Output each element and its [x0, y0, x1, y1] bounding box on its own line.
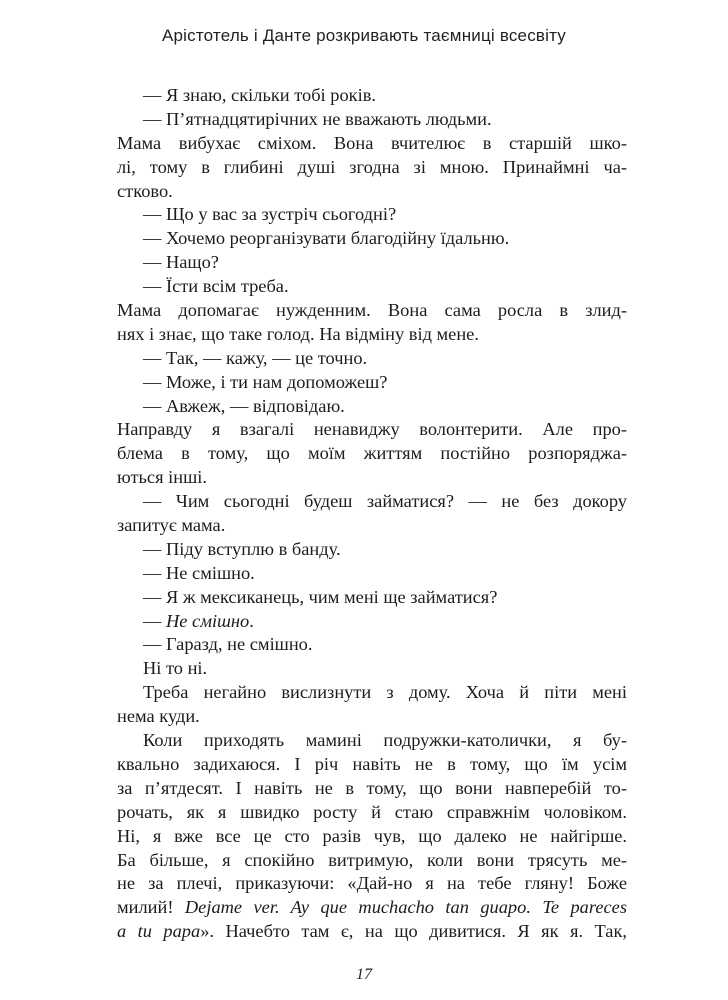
text-line [117, 395, 627, 419]
text-line [117, 849, 627, 873]
text-line [117, 753, 627, 777]
text-line [117, 610, 627, 634]
italic-text: Не смішно [166, 610, 250, 631]
text-segment: рочать, як я швидко росту й стаю справжнім чоловіком. [117, 801, 627, 822]
body-text [117, 84, 627, 944]
text-line [117, 203, 627, 227]
text-segment: Мама допомагає нужденним. Вона сама росла в злид- [117, 300, 627, 321]
text-segment: Мама вибухає сміхом. Вона вчителює в старшій шко- [117, 132, 627, 153]
text-segment: — Хочемо реорганізувати благодійну їдальню. [143, 228, 510, 249]
text-line [117, 777, 627, 801]
text-line [117, 681, 627, 705]
text-segment: — Може, і ти нам допоможеш? [143, 371, 388, 392]
text-line [117, 84, 627, 108]
text-segment: . [249, 610, 254, 631]
italic-text: Dejame ver. Ay que muchacho tan guapo. Te pareces [184, 897, 627, 918]
text-line [117, 705, 627, 729]
text-segment: Направду я взагалі ненавиджу волонтерити. Але про- [117, 419, 627, 440]
text-segment: блема в тому, що моїм життям постійно розпоряджа- [117, 443, 627, 464]
text-segment: — Гаразд, не смішно. [143, 634, 313, 655]
text-line [117, 872, 627, 896]
text-line [117, 418, 627, 442]
text-segment: милий! [117, 897, 185, 918]
text-segment: — Авжеж, — відповідаю. [143, 395, 345, 416]
text-segment: ». Начебто там є, на що дивитися. Я як я. Так, [200, 921, 627, 942]
text-line [117, 729, 627, 753]
text-segment: — Що у вас за зустріч сьогодні? [143, 204, 397, 225]
text-segment: нема куди. [117, 706, 200, 727]
text-line [117, 490, 627, 514]
text-line [117, 586, 627, 610]
text-segment: Треба негайно вислизнути з дому. Хоча й піти мені [143, 682, 627, 703]
text-segment: Ні то ні. [143, 658, 208, 679]
text-line [117, 347, 627, 371]
text-segment: ються інші. [117, 467, 207, 488]
text-segment: — Чим сьогодні будеш займатися? — не без докору [143, 491, 627, 512]
running-head: Арістотель і Данте розкривають таємниці всесвіту [161, 26, 566, 45]
text-line [117, 514, 627, 538]
text-line [117, 657, 627, 681]
page-number: 17 [356, 966, 372, 983]
text-segment: за п’ятдесят. І навіть не в тому, що вони навперебій то- [117, 777, 627, 798]
text-segment: — П’ятнадцятирічних не вважають людьми. [143, 108, 492, 129]
text-segment: — Їсти всім треба. [143, 276, 289, 297]
text-segment: — Так, — кажу, — це точно. [143, 347, 368, 368]
text-line [117, 801, 627, 825]
text-segment: — Піду вступлю в банду. [143, 538, 341, 559]
text-line [117, 108, 627, 132]
italic-text: a tu papa [117, 921, 201, 942]
text-line [117, 442, 627, 466]
text-line [117, 538, 627, 562]
text-line [117, 562, 627, 586]
text-line [117, 156, 627, 180]
text-line [117, 180, 627, 204]
text-segment: не за плечі, приказуючи: «Дай-но я на тебе гляну! Боже [117, 873, 627, 894]
text-line [117, 251, 627, 275]
text-segment: стково. [117, 180, 173, 201]
text-segment: нях і знає, що таке голод. На відміну від мене. [117, 323, 479, 344]
text-line [117, 825, 627, 849]
text-segment: Ба більше, я спокійно витримую, коли вони трясуть ме- [117, 849, 627, 870]
text-segment: квально задихаюся. І річ навіть не в тому, що їм усім [117, 753, 627, 774]
text-segment: — Я знаю, скільки тобі років. [143, 85, 376, 105]
text-segment: — Нащо? [143, 252, 219, 273]
text-line [117, 896, 627, 920]
text-segment: лі, тому в глибині душі згодна зі мною. Принаймні ча- [117, 156, 627, 177]
text-segment: Коли приходять мамині подружки-католички, я бу- [143, 730, 627, 751]
text-segment: — [143, 610, 166, 631]
text-line [117, 633, 627, 657]
text-line [117, 920, 627, 944]
text-segment: — Я ж мексиканець, чим мені ще займатися? [143, 586, 498, 607]
text-line [117, 371, 627, 395]
text-line [117, 275, 627, 299]
text-line [117, 132, 627, 156]
text-segment: — Не смішно. [143, 562, 255, 583]
text-line [117, 323, 627, 347]
text-line [117, 466, 627, 490]
text-line [117, 227, 627, 251]
text-segment: запитує мама. [117, 515, 226, 536]
text-segment: Ні, я вже все це сто разів чув, що далеко не найгірше. [117, 825, 627, 846]
text-line [117, 299, 627, 323]
